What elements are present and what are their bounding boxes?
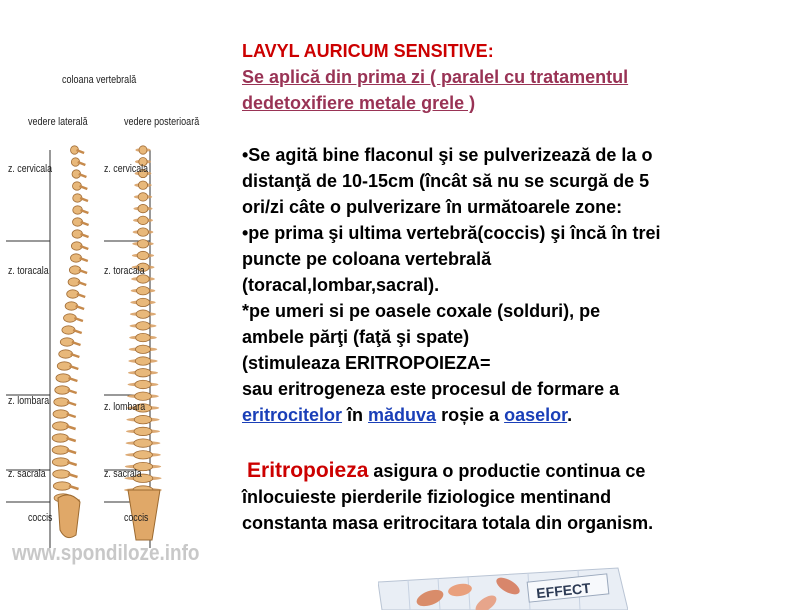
vertebra xyxy=(53,410,69,418)
content-text xyxy=(242,38,787,536)
bullet3-line1: *pe umeri si pe oasele coxale (solduri), pe xyxy=(242,301,601,321)
bullet2-line2: puncte pe coloana vertebrală xyxy=(242,249,492,269)
erit-line1 xyxy=(242,458,787,484)
vertebra xyxy=(136,322,150,330)
subheading-line1[interactable]: Se aplică din prima zi ( paralel cu tratamentul xyxy=(242,67,629,87)
zone-cervical-right: z. cervicala xyxy=(104,163,149,175)
vertebra xyxy=(134,415,152,423)
vertebra xyxy=(59,350,73,358)
vertebra-spinous xyxy=(68,390,77,393)
vertebra-spinous xyxy=(71,354,80,357)
vertebra xyxy=(138,181,147,189)
zone-coccyx-right: coccis xyxy=(124,512,149,524)
vertebra xyxy=(134,439,152,447)
vertebra xyxy=(54,398,69,406)
vertebra xyxy=(135,369,151,377)
vertebra-spinous xyxy=(73,330,82,333)
vertebra xyxy=(137,286,150,294)
vertebra-spinous xyxy=(74,318,83,321)
word-in: în xyxy=(342,405,369,425)
heading: LAVYL AURICUM SENSITIVE: xyxy=(242,41,494,61)
posterior-spine xyxy=(124,146,162,494)
word-rosie: roșie a xyxy=(436,405,505,425)
vertebra xyxy=(137,240,148,248)
lateral-sacrum xyxy=(58,495,80,538)
vertebra xyxy=(56,374,71,382)
vertebra-spinous xyxy=(67,450,76,453)
vertebra xyxy=(53,482,71,490)
zone-thoracic-left: z. toracala xyxy=(8,265,49,277)
zone-sacral-right: z. sacrala xyxy=(104,468,142,480)
vertebra xyxy=(52,458,69,466)
vertebra xyxy=(138,204,148,212)
vertebra xyxy=(53,470,70,478)
vertebra xyxy=(57,362,71,370)
pill-package-image xyxy=(378,560,628,610)
vertebra xyxy=(138,216,148,224)
zone-coccyx-left: coccis xyxy=(28,512,53,524)
vertebra xyxy=(52,434,68,442)
vertebra-spinous xyxy=(69,486,79,489)
vertebra-spinous xyxy=(67,462,76,465)
bullet2-line1: •pe prima şi ultima vertebră(coccis) şi încă în trei xyxy=(242,223,661,243)
subheading-line2[interactable]: dedetoxifiere metale grele ) xyxy=(242,93,476,113)
vertebra xyxy=(139,146,147,154)
vertebra xyxy=(135,345,150,353)
vertebra xyxy=(52,446,69,454)
links-line xyxy=(242,402,787,428)
watermark: www.spondiloze.info xyxy=(12,540,200,565)
lateral-spine xyxy=(52,146,88,502)
vertebra-spinous xyxy=(66,426,75,429)
lateral-view-label: vedere laterală xyxy=(28,116,88,128)
bullet1-line3: ori/zi câte o pulverizare în următoarele zone: xyxy=(242,197,623,217)
vertebra xyxy=(136,310,150,318)
zone-sacral-left: z. sacrala xyxy=(8,468,46,480)
vertebra-spinous xyxy=(69,366,78,369)
vertebra xyxy=(136,333,151,341)
spine-illustration xyxy=(0,130,235,600)
vertebra xyxy=(55,386,70,394)
vertebra-spinous xyxy=(68,474,77,477)
bullet2-line3: (toracal,lombar,sacral). xyxy=(242,275,440,295)
vertebra xyxy=(60,338,74,346)
bullet3-line3: (stimuleaza ERITROPOIEZA= xyxy=(242,353,491,373)
vertebra-spinous xyxy=(66,438,75,441)
bullet1-line1: •Se agită bine flaconul şi se pulverizează de la o xyxy=(242,145,653,165)
zone-thoracic-right: z. toracala xyxy=(104,265,145,277)
erit-text1: asigura o productie continua ce xyxy=(368,461,646,481)
link-maduva[interactable]: măduva xyxy=(368,405,437,425)
erit-line3: constanta masa eritrocitara totala din organism. xyxy=(242,513,654,533)
erit-word: Eritropoieza xyxy=(247,459,369,482)
vertebra xyxy=(137,251,149,259)
vertebra xyxy=(136,298,149,306)
vertebra-spinous xyxy=(67,402,76,405)
pillbox-label: EFFECT xyxy=(535,579,592,602)
vertebra xyxy=(138,193,148,201)
vertebra xyxy=(53,422,69,430)
bullet1-line2: distanţă de 10-15cm (încât să nu se scurgă de 5 xyxy=(242,171,650,191)
spine-figure xyxy=(0,60,235,600)
bullet3-line2: ambele părţi (faţă şi spate) xyxy=(242,327,470,347)
erit-line2: înlocuieste pierderile fiziologice mentinand xyxy=(242,487,612,507)
figure-title: coloana vertebrală xyxy=(62,74,137,86)
zone-cervical-left: z. cervicala xyxy=(8,163,53,175)
zone-lumbar-left: z. lombara xyxy=(8,395,50,407)
vertebra xyxy=(135,357,150,365)
zone-lumbar-right: z. lombara xyxy=(104,401,146,413)
link-eritrocitelor[interactable]: eritrocitelor xyxy=(242,405,343,425)
posterior-view-label: vedere posterioară xyxy=(124,116,200,128)
vertebra xyxy=(135,380,151,388)
vertebra xyxy=(134,427,152,435)
bullet3-line4: sau eritrogeneza este procesul de formare a xyxy=(242,379,620,399)
vertebra xyxy=(134,451,153,459)
vertebra xyxy=(135,392,152,400)
vertebra-spinous xyxy=(67,414,76,417)
vertebra-spinous xyxy=(72,342,81,345)
period: . xyxy=(567,405,573,425)
link-oaselor[interactable]: oaselor xyxy=(504,405,568,425)
vertebra-spinous xyxy=(69,378,78,381)
vertebra xyxy=(138,228,149,236)
